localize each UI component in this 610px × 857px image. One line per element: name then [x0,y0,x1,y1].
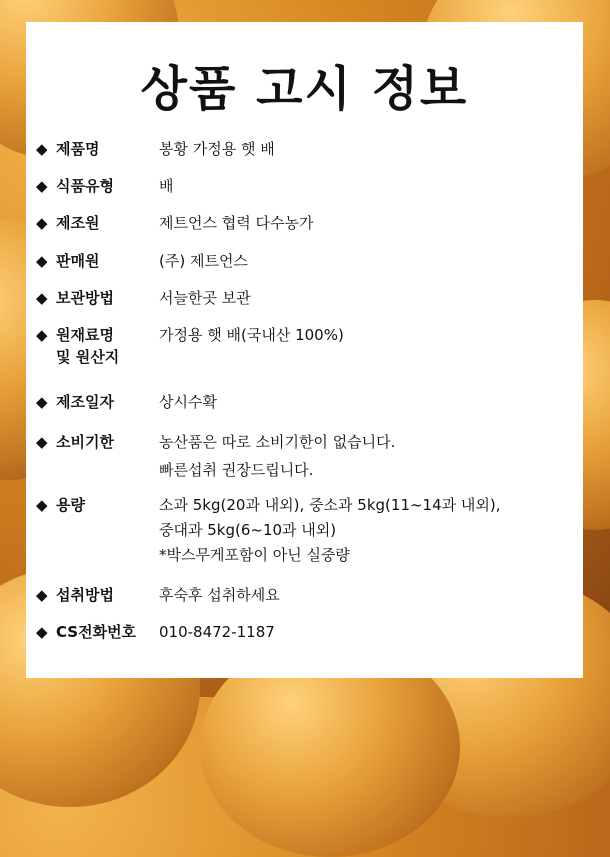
row-value: 후숙후 섭취하세요 [159,586,280,604]
diamond-bullet-icon: ◆ [36,177,48,195]
row-value: 농산품은 따로 소비기한이 없습니다. 빠른섭취 권장드립니다. [159,433,396,479]
row-value: 가정용 햇 배(국내산 100%) [159,326,344,344]
diamond-bullet-icon: ◆ [36,214,48,232]
diamond-bullet-icon: ◆ [36,586,48,604]
row-label: ◆ 판매원 [36,252,100,270]
row-value: 제트언스 협력 다수농가 [159,214,314,232]
row-label: ◆ 보관방법 [36,289,114,307]
diamond-bullet-icon: ◆ [36,326,48,344]
row-label: ◆ 식품유형 [36,177,114,195]
row-value: 상시수확 [159,393,217,411]
row-label: ◆ 원재료명 및 원산지 [36,326,120,366]
row-label: ◆ 제조원 [36,214,100,232]
product-info-card [26,22,583,678]
row-label: ◆ 소비기한 [36,433,114,451]
diamond-bullet-icon: ◆ [36,140,48,158]
row-label: ◆ CS전화번호 [36,623,137,641]
diamond-bullet-icon: ◆ [36,252,48,270]
page-title: 상품 고시 정보 [140,61,469,117]
row-label: ◆ 제품명 [36,140,100,158]
diamond-bullet-icon: ◆ [36,393,48,411]
diamond-bullet-icon: ◆ [36,496,48,514]
row-value: 소과 5kg(20과 내외), 중소과 5kg(11~14과 내외), 중대과 5kg(6~10과 내외) *박스무게포함이 아닌 실중량 [159,496,501,564]
row-label: ◆ 섭취방법 [36,586,114,604]
row-value: (주) 제트언스 [159,252,248,270]
diamond-bullet-icon: ◆ [36,289,48,307]
row-value: 010-8472-1187 [159,623,275,641]
diamond-bullet-icon: ◆ [36,433,48,451]
row-label: ◆ 제조일자 [36,393,114,411]
row-value: 배 [159,177,174,195]
row-label: ◆ 용량 [36,496,85,514]
diamond-bullet-icon: ◆ [36,623,48,641]
row-value: 서늘한곳 보관 [159,289,251,307]
row-value: 봉황 가정용 햇 배 [159,140,275,158]
